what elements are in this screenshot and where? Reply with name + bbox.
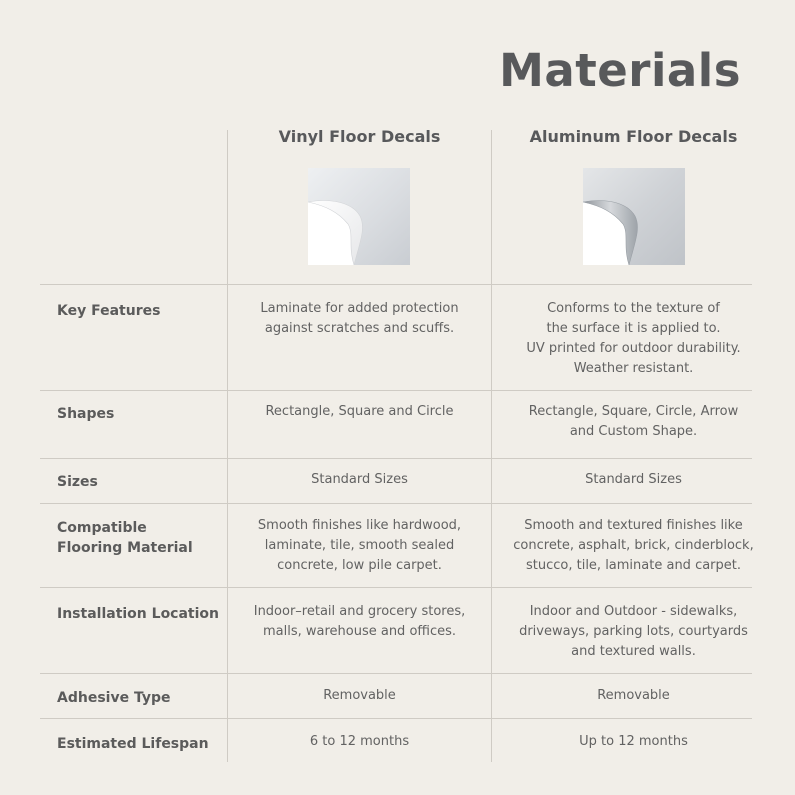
vinyl-decal-sample-image [308,168,410,265]
cell-vinyl-installation-location: Indoor–retail and grocery stores, malls, warehouse and offices. [253,604,466,639]
cell-aluminum-sizes: Standard Sizes [585,472,682,487]
row-divider [40,718,752,719]
row-label-installation-location: Installation Location [57,606,220,622]
row-divider [40,284,752,285]
cell-aluminum-adhesive-type: Removable [597,688,670,703]
row-divider [40,587,752,588]
row-label-adhesive-type: Adhesive Type [57,690,171,706]
row-label-key-features: Key Features [57,303,161,319]
cell-aluminum-installation-location: Indoor and Outdoor - sidewalks, driveways, parking lots, courtyards and textured walls. [519,604,748,659]
row-divider [40,390,752,391]
column-divider-right [491,130,492,762]
column-divider-left [227,130,228,762]
aluminum-decal-sample-image [583,168,685,265]
row-label-compatible-flooring: Compatible Flooring Material [57,520,193,556]
cell-aluminum-key-features: Conforms to the texture of the surface it is applied to. UV printed for outdoor durability. Weather resistant. [526,301,741,376]
row-label-estimated-lifespan: Estimated Lifespan [57,736,209,752]
cell-aluminum-compatible-flooring: Smooth and textured finishes like concrete, asphalt, brick, cinderblock, stucco, tile, laminate and carpet. [513,518,754,573]
cell-aluminum-estimated-lifespan: Up to 12 months [579,734,688,749]
cell-vinyl-shapes: Rectangle, Square and Circle [265,404,454,419]
cell-vinyl-compatible-flooring: Smooth finishes like hardwood, laminate, tile, smooth sealed concrete, low pile carpet. [257,518,462,573]
row-label-shapes: Shapes [57,406,115,422]
row-label-sizes: Sizes [57,474,98,490]
column-heading-aluminum: Aluminum Floor Decals [529,127,738,146]
page-title: Materials [499,44,741,97]
cell-vinyl-adhesive-type: Removable [323,688,396,703]
row-divider [40,458,752,459]
cell-vinyl-estimated-lifespan: 6 to 12 months [309,734,410,749]
row-divider [40,503,752,504]
cell-vinyl-sizes: Standard Sizes [311,472,408,487]
cell-vinyl-key-features: Laminate for added protection against scratches and scuffs. [260,301,459,336]
cell-aluminum-shapes: Rectangle, Square, Circle, Arrow and Custom Shape. [528,404,739,439]
row-divider [40,673,752,674]
column-heading-vinyl: Vinyl Floor Decals [278,127,441,146]
